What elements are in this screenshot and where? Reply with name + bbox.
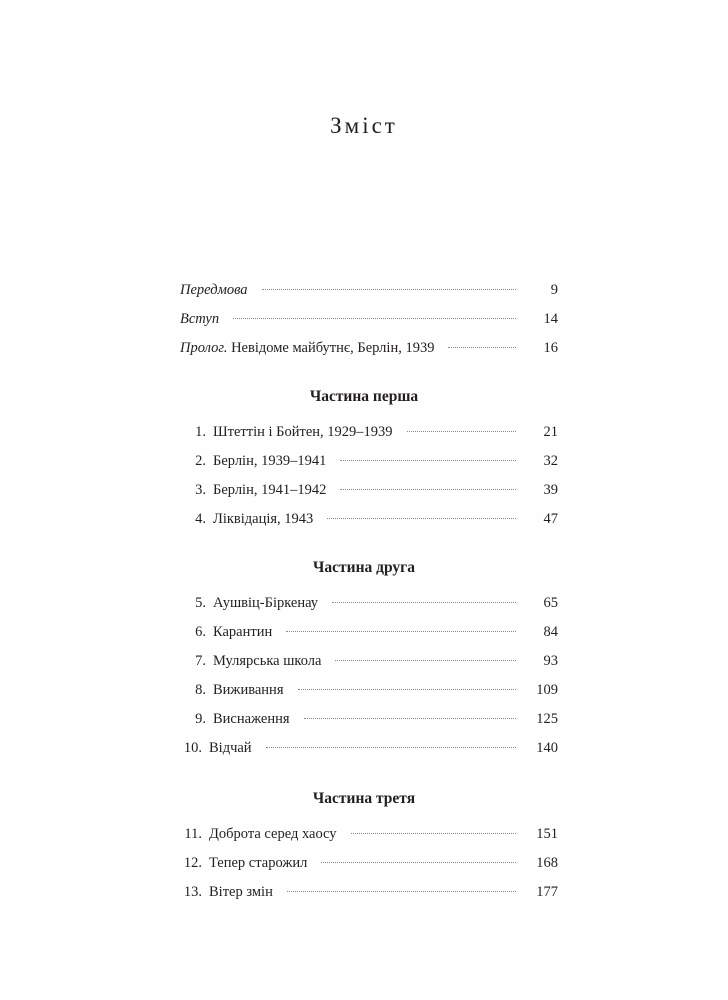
dot-leader [266,747,516,748]
chapter-number: 1. [195,424,206,440]
chapter-number: 9. [195,711,206,727]
chapter-number: 11. [184,826,202,842]
entry-page-number: 39 [543,482,558,498]
part-heading-3: Частина третя [312,790,416,807]
dot-leader [448,347,516,348]
entry-page-number: 65 [543,595,558,611]
toc-entry-chapter[interactable] [180,826,558,848]
entry-title: Передмова [180,282,248,298]
chapter-title: Штеттін і Бойтен, 1929–1939 [213,424,393,440]
toc-entry-chapter[interactable] [180,624,558,646]
entry-title: Пролог. Невідоме майбутнє, Берлін, 1939 [180,340,435,356]
toc-entry-chapter[interactable] [180,740,558,762]
entry-page-number: 84 [543,624,558,640]
entry-page-number: 177 [536,884,558,900]
toc-entry-chapter[interactable] [180,511,558,533]
chapter-title: Берлін, 1939–1941 [213,453,327,469]
chapter-title: Ліквідація, 1943 [213,511,314,527]
chapter-title: Берлін, 1941–1942 [213,482,327,498]
part-heading-1: Частина перша [309,388,419,405]
entry-title: Вступ [180,311,220,327]
dot-leader [340,489,516,490]
chapter-number: 4. [195,511,206,527]
toc-entry-prologue[interactable] [180,340,558,362]
toc-entry-introduction[interactable] [180,311,558,333]
entry-page-number: 9 [550,282,558,298]
entry-page-number: 140 [536,740,558,756]
part-heading-2: Частина друга [313,559,415,576]
chapter-number: 2. [195,453,206,469]
dot-leader [340,460,516,461]
chapter-number: 7. [195,653,206,669]
entry-page-number: 151 [536,826,558,842]
entry-page-number: 32 [543,453,558,469]
dot-leader [327,518,516,519]
entry-page-number: 109 [536,682,558,698]
chapter-title: Відчай [209,740,252,756]
chapter-title: Тепер старожил [209,855,308,871]
entry-page-number: 47 [543,511,558,527]
toc-entry-chapter[interactable] [180,855,558,877]
chapter-number: 8. [195,682,206,698]
entry-page-number: 21 [543,424,558,440]
toc-entry-preface[interactable] [180,282,558,304]
chapter-title: Аушвіц-Біркенау [213,595,319,611]
chapter-number: 3. [195,482,206,498]
page-title: Зміст [330,113,398,138]
entry-page-number: 16 [543,340,558,356]
chapter-title: Доброта серед хаосу [209,826,337,842]
toc-entry-chapter[interactable] [180,884,558,906]
chapter-title: Вітер змін [209,884,273,900]
dot-leader [298,689,517,690]
entry-page-number: 14 [543,311,558,327]
entry-page-number: 93 [543,653,558,669]
chapter-number: 12. [183,855,202,871]
dot-leader [407,431,516,432]
chapter-number: 5. [195,595,206,611]
toc-entry-chapter[interactable] [180,453,558,475]
chapter-number: 10. [183,740,202,756]
dot-leader [286,631,516,632]
dot-leader [304,718,516,719]
dot-leader [233,318,516,319]
chapter-title: Виживання [213,682,284,698]
dot-leader [321,862,516,863]
chapter-number: 6. [195,624,206,640]
chapter-number: 13. [183,884,202,900]
dot-leader [335,660,516,661]
dot-leader [351,833,516,834]
dot-leader [332,602,516,603]
chapter-title: Карантин [213,624,273,640]
toc-entry-chapter[interactable] [180,482,558,504]
toc-entry-chapter[interactable] [180,653,558,675]
chapter-title: Виснаження [213,711,290,727]
entry-page-number: 125 [536,711,558,727]
toc-entry-chapter[interactable] [180,711,558,733]
toc-entry-chapter[interactable] [180,682,558,704]
dot-leader [262,289,516,290]
toc-entry-chapter[interactable] [180,595,558,617]
entry-page-number: 168 [536,855,558,871]
toc-entry-chapter[interactable] [180,424,558,446]
chapter-title: Мулярська школа [213,653,322,669]
dot-leader [287,891,516,892]
